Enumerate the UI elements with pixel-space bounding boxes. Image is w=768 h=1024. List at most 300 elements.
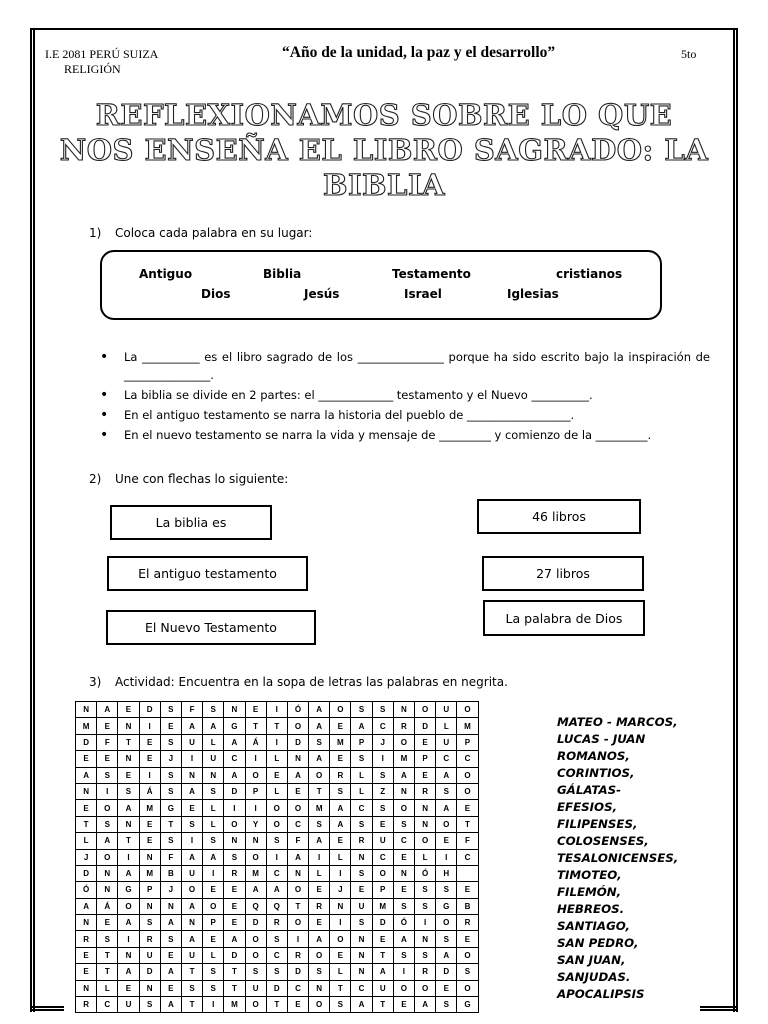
grid-letter[interactable]: T bbox=[266, 997, 287, 1013]
grid-letter[interactable]: S bbox=[415, 947, 436, 963]
grid-letter[interactable]: N bbox=[330, 898, 351, 914]
grid-letter[interactable]: A bbox=[309, 718, 330, 734]
grid-letter[interactable]: O bbox=[393, 800, 414, 816]
grid-letter[interactable]: I bbox=[266, 702, 287, 718]
grid-letter[interactable]: R bbox=[415, 783, 436, 799]
grid-letter[interactable]: N bbox=[224, 833, 245, 849]
grid-letter[interactable]: O bbox=[266, 816, 287, 832]
grid-letter[interactable]: O bbox=[330, 702, 351, 718]
grid-letter[interactable]: M bbox=[76, 718, 97, 734]
grid-letter[interactable]: Z bbox=[372, 783, 393, 799]
grid-letter[interactable]: N bbox=[393, 865, 414, 881]
grid-letter[interactable]: A bbox=[245, 882, 266, 898]
grid-letter[interactable]: G bbox=[224, 718, 245, 734]
grid-letter[interactable]: N bbox=[139, 898, 160, 914]
grid-letter[interactable]: A bbox=[181, 718, 202, 734]
grid-letter[interactable]: C bbox=[224, 751, 245, 767]
grid-letter[interactable]: G bbox=[436, 898, 457, 914]
grid-letter[interactable]: E bbox=[139, 816, 160, 832]
grid-letter[interactable]: A bbox=[160, 915, 181, 931]
grid-letter[interactable]: L bbox=[351, 767, 372, 783]
grid-letter[interactable]: Á bbox=[97, 898, 118, 914]
grid-letter[interactable]: E bbox=[436, 980, 457, 996]
grid-letter[interactable]: A bbox=[76, 898, 97, 914]
grid-letter[interactable]: J bbox=[160, 751, 181, 767]
grid-letter[interactable]: S bbox=[266, 964, 287, 980]
grid-letter[interactable]: R bbox=[76, 997, 97, 1013]
grid-letter[interactable]: L bbox=[436, 718, 457, 734]
grid-letter[interactable]: U bbox=[181, 865, 202, 881]
grid-letter[interactable]: O bbox=[309, 947, 330, 963]
grid-letter[interactable]: D bbox=[287, 964, 308, 980]
match-left-item[interactable]: El antiguo testamento bbox=[107, 556, 308, 591]
grid-letter[interactable]: I bbox=[266, 734, 287, 750]
grid-letter[interactable]: O bbox=[309, 767, 330, 783]
grid-letter[interactable]: T bbox=[372, 947, 393, 963]
grid-letter[interactable]: S bbox=[160, 734, 181, 750]
grid-letter[interactable]: M bbox=[139, 800, 160, 816]
grid-letter[interactable]: L bbox=[330, 964, 351, 980]
grid-letter[interactable]: N bbox=[97, 865, 118, 881]
grid-letter[interactable]: I bbox=[436, 849, 457, 865]
grid-letter[interactable]: C bbox=[372, 849, 393, 865]
grid-letter[interactable]: E bbox=[330, 718, 351, 734]
grid-letter[interactable]: T bbox=[181, 997, 202, 1013]
grid-letter[interactable]: A bbox=[287, 767, 308, 783]
grid-letter[interactable]: C bbox=[266, 865, 287, 881]
grid-letter[interactable]: O bbox=[415, 702, 436, 718]
grid-letter[interactable]: E bbox=[160, 718, 181, 734]
grid-letter[interactable]: N bbox=[224, 702, 245, 718]
grid-letter[interactable]: E bbox=[287, 997, 308, 1013]
grid-letter[interactable]: A bbox=[181, 783, 202, 799]
grid-letter[interactable]: C bbox=[436, 751, 457, 767]
grid-letter[interactable]: D bbox=[224, 783, 245, 799]
grid-letter[interactable]: G bbox=[118, 882, 139, 898]
grid-letter[interactable]: N bbox=[351, 849, 372, 865]
grid-letter[interactable]: A bbox=[118, 800, 139, 816]
grid-letter[interactable]: E bbox=[266, 767, 287, 783]
grid-letter[interactable]: O bbox=[287, 915, 308, 931]
grid-letter[interactable]: E bbox=[436, 833, 457, 849]
grid-letter[interactable]: O bbox=[372, 865, 393, 881]
grid-letter[interactable]: L bbox=[203, 800, 224, 816]
grid-letter[interactable]: O bbox=[97, 800, 118, 816]
grid-letter[interactable]: F bbox=[457, 833, 478, 849]
grid-letter[interactable]: C bbox=[457, 849, 478, 865]
grid-letter[interactable]: S bbox=[118, 783, 139, 799]
grid-letter[interactable]: O bbox=[457, 947, 478, 963]
grid-letter[interactable]: A bbox=[372, 964, 393, 980]
grid-letter[interactable]: C bbox=[97, 997, 118, 1013]
grid-letter[interactable]: E bbox=[287, 783, 308, 799]
grid-letter[interactable]: A bbox=[224, 767, 245, 783]
grid-letter[interactable]: O bbox=[457, 783, 478, 799]
grid-letter[interactable]: S bbox=[415, 882, 436, 898]
grid-letter[interactable]: N bbox=[118, 751, 139, 767]
grid-letter[interactable]: M bbox=[330, 734, 351, 750]
grid-letter[interactable]: R bbox=[457, 915, 478, 931]
grid-letter[interactable]: S bbox=[309, 964, 330, 980]
grid-letter[interactable]: T bbox=[287, 898, 308, 914]
grid-letter[interactable]: A bbox=[309, 751, 330, 767]
grid-letter[interactable]: I bbox=[372, 751, 393, 767]
grid-letter[interactable]: E bbox=[245, 702, 266, 718]
grid-letter[interactable]: I bbox=[181, 833, 202, 849]
grid-letter[interactable]: A bbox=[436, 947, 457, 963]
grid-letter[interactable]: T bbox=[245, 718, 266, 734]
grid-letter[interactable]: N bbox=[415, 816, 436, 832]
grid-letter[interactable]: S bbox=[139, 915, 160, 931]
grid-letter[interactable]: O bbox=[393, 980, 414, 996]
grid-letter[interactable]: O bbox=[436, 915, 457, 931]
grid-letter[interactable]: E bbox=[224, 898, 245, 914]
grid-letter[interactable]: L bbox=[330, 849, 351, 865]
grid-letter[interactable]: U bbox=[372, 833, 393, 849]
grid-letter[interactable]: O bbox=[245, 849, 266, 865]
grid-letter[interactable]: N bbox=[393, 702, 414, 718]
grid-letter[interactable]: S bbox=[330, 997, 351, 1013]
grid-letter[interactable]: O bbox=[457, 702, 478, 718]
grid-letter[interactable]: C bbox=[351, 800, 372, 816]
grid-letter[interactable]: I bbox=[118, 931, 139, 947]
grid-letter[interactable]: S bbox=[309, 734, 330, 750]
match-right-item[interactable]: 27 libros bbox=[482, 556, 644, 591]
grid-letter[interactable]: T bbox=[330, 980, 351, 996]
grid-letter[interactable]: S bbox=[436, 783, 457, 799]
grid-letter[interactable]: L bbox=[266, 751, 287, 767]
grid-letter[interactable]: B bbox=[160, 865, 181, 881]
grid-letter[interactable]: N bbox=[76, 783, 97, 799]
grid-letter[interactable]: E bbox=[118, 702, 139, 718]
grid-letter[interactable]: I bbox=[181, 751, 202, 767]
grid-letter[interactable]: A bbox=[181, 849, 202, 865]
grid-letter[interactable]: E bbox=[393, 849, 414, 865]
grid-letter[interactable]: R bbox=[266, 915, 287, 931]
match-left-item[interactable]: El Nuevo Testamento bbox=[106, 610, 316, 645]
grid-letter[interactable]: O bbox=[245, 997, 266, 1013]
grid-letter[interactable]: M bbox=[457, 718, 478, 734]
grid-letter[interactable]: M bbox=[393, 751, 414, 767]
grid-letter[interactable]: R bbox=[224, 865, 245, 881]
grid-letter[interactable]: T bbox=[76, 816, 97, 832]
grid-letter[interactable]: E bbox=[139, 734, 160, 750]
grid-letter[interactable]: A bbox=[351, 997, 372, 1013]
grid-letter[interactable]: R bbox=[415, 964, 436, 980]
grid-letter[interactable]: T bbox=[266, 718, 287, 734]
grid-letter[interactable]: D bbox=[415, 718, 436, 734]
grid-letter[interactable]: E bbox=[351, 882, 372, 898]
grid-letter[interactable]: S bbox=[97, 931, 118, 947]
grid-letter[interactable]: E bbox=[76, 751, 97, 767]
grid-letter[interactable]: N bbox=[97, 882, 118, 898]
grid-letter[interactable]: L bbox=[266, 783, 287, 799]
grid-letter[interactable]: A bbox=[330, 800, 351, 816]
grid-letter[interactable]: S bbox=[393, 947, 414, 963]
grid-letter[interactable]: E bbox=[203, 882, 224, 898]
grid-letter[interactable]: Ó bbox=[393, 915, 414, 931]
match-right-item[interactable]: 46 libros bbox=[477, 499, 641, 534]
grid-letter[interactable]: O bbox=[245, 947, 266, 963]
grid-letter[interactable]: O bbox=[457, 767, 478, 783]
grid-letter[interactable]: D bbox=[139, 964, 160, 980]
grid-letter[interactable]: A bbox=[118, 964, 139, 980]
grid-letter[interactable]: A bbox=[97, 702, 118, 718]
grid-letter[interactable]: Ó bbox=[76, 882, 97, 898]
grid-letter[interactable]: S bbox=[160, 931, 181, 947]
grid-letter[interactable]: J bbox=[76, 849, 97, 865]
grid-letter[interactable]: E bbox=[181, 800, 202, 816]
grid-letter[interactable]: I bbox=[266, 849, 287, 865]
grid-letter[interactable]: A bbox=[181, 898, 202, 914]
grid-letter[interactable]: O bbox=[97, 849, 118, 865]
grid-letter[interactable]: N bbox=[118, 816, 139, 832]
grid-letter[interactable]: L bbox=[415, 849, 436, 865]
grid-letter[interactable]: N bbox=[287, 751, 308, 767]
grid-letter[interactable]: T bbox=[118, 833, 139, 849]
grid-letter[interactable]: S bbox=[351, 915, 372, 931]
grid-letter[interactable]: L bbox=[76, 833, 97, 849]
grid-letter[interactable]: N bbox=[393, 783, 414, 799]
grid-letter[interactable]: N bbox=[118, 947, 139, 963]
grid-letter[interactable]: E bbox=[76, 800, 97, 816]
grid-letter[interactable]: S bbox=[266, 833, 287, 849]
grid-letter[interactable]: N bbox=[287, 865, 308, 881]
grid-letter[interactable]: R bbox=[139, 931, 160, 947]
grid-letter[interactable]: N bbox=[415, 800, 436, 816]
grid-letter[interactable]: P bbox=[139, 882, 160, 898]
grid-letter[interactable]: N bbox=[139, 980, 160, 996]
grid-letter[interactable]: P bbox=[415, 751, 436, 767]
grid-letter[interactable]: A bbox=[287, 849, 308, 865]
grid-letter[interactable]: C bbox=[351, 980, 372, 996]
grid-letter[interactable]: O bbox=[266, 800, 287, 816]
grid-letter[interactable]: N bbox=[76, 915, 97, 931]
grid-letter[interactable]: E bbox=[97, 751, 118, 767]
grid-letter[interactable]: T bbox=[160, 816, 181, 832]
grid-letter[interactable]: N bbox=[351, 947, 372, 963]
grid-letter[interactable]: T bbox=[457, 816, 478, 832]
grid-letter[interactable]: M bbox=[245, 865, 266, 881]
grid-letter[interactable]: R bbox=[351, 833, 372, 849]
grid-letter[interactable]: M bbox=[139, 865, 160, 881]
grid-letter[interactable]: S bbox=[372, 702, 393, 718]
grid-letter[interactable]: A bbox=[203, 718, 224, 734]
grid-letter[interactable]: P bbox=[245, 783, 266, 799]
grid-letter[interactable]: D bbox=[224, 947, 245, 963]
grid-letter[interactable]: O bbox=[436, 816, 457, 832]
grid-letter[interactable]: A bbox=[76, 767, 97, 783]
grid-letter[interactable]: C bbox=[393, 833, 414, 849]
grid-letter[interactable]: S bbox=[351, 865, 372, 881]
grid-letter[interactable]: S bbox=[351, 702, 372, 718]
grid-letter[interactable]: C bbox=[372, 718, 393, 734]
grid-letter[interactable]: M bbox=[224, 997, 245, 1013]
grid-letter[interactable]: T bbox=[181, 964, 202, 980]
grid-letter[interactable]: O bbox=[309, 997, 330, 1013]
grid-letter[interactable]: A bbox=[436, 800, 457, 816]
grid-letter[interactable]: E bbox=[224, 882, 245, 898]
grid-letter[interactable]: S bbox=[393, 898, 414, 914]
grid-letter[interactable]: U bbox=[181, 734, 202, 750]
grid-letter[interactable]: E bbox=[372, 931, 393, 947]
grid-letter[interactable]: E bbox=[76, 947, 97, 963]
grid-letter[interactable]: U bbox=[372, 980, 393, 996]
grid-letter[interactable]: L bbox=[97, 980, 118, 996]
grid-letter[interactable]: E bbox=[330, 947, 351, 963]
grid-letter[interactable]: C bbox=[287, 816, 308, 832]
grid-letter[interactable]: U bbox=[181, 947, 202, 963]
grid-letter[interactable]: S bbox=[436, 931, 457, 947]
grid-letter[interactable]: N bbox=[351, 964, 372, 980]
grid-letter[interactable]: R bbox=[309, 898, 330, 914]
grid-letter[interactable]: A bbox=[160, 964, 181, 980]
grid-letter[interactable]: E bbox=[372, 816, 393, 832]
grid-letter[interactable]: S bbox=[415, 898, 436, 914]
grid-letter[interactable]: T bbox=[97, 964, 118, 980]
grid-letter[interactable]: C bbox=[287, 980, 308, 996]
grid-letter[interactable]: A bbox=[203, 849, 224, 865]
grid-letter[interactable]: A bbox=[415, 997, 436, 1013]
grid-letter[interactable]: I bbox=[330, 915, 351, 931]
grid-letter[interactable]: S bbox=[97, 767, 118, 783]
grid-letter[interactable]: A bbox=[309, 931, 330, 947]
grid-letter[interactable]: S bbox=[160, 702, 181, 718]
grid-letter[interactable]: S bbox=[393, 816, 414, 832]
grid-letter[interactable]: A bbox=[224, 734, 245, 750]
grid-letter[interactable]: H bbox=[436, 865, 457, 881]
grid-letter[interactable]: E bbox=[393, 997, 414, 1013]
grid-letter[interactable]: A bbox=[351, 718, 372, 734]
grid-letter[interactable]: E bbox=[330, 751, 351, 767]
grid-letter[interactable]: L bbox=[351, 783, 372, 799]
grid-letter[interactable]: F bbox=[287, 833, 308, 849]
grid-letter[interactable]: F bbox=[97, 734, 118, 750]
grid-letter[interactable]: J bbox=[372, 734, 393, 750]
grid-letter[interactable]: E bbox=[457, 931, 478, 947]
grid-letter[interactable]: D bbox=[266, 980, 287, 996]
grid-letter[interactable]: G bbox=[457, 997, 478, 1013]
grid-letter[interactable]: S bbox=[139, 997, 160, 1013]
grid-letter[interactable]: A bbox=[393, 931, 414, 947]
grid-letter[interactable]: F bbox=[181, 702, 202, 718]
grid-letter[interactable]: S bbox=[309, 816, 330, 832]
grid-letter[interactable]: T bbox=[118, 734, 139, 750]
grid-letter[interactable]: P bbox=[372, 882, 393, 898]
grid-letter[interactable]: E bbox=[203, 931, 224, 947]
word-search-grid[interactable] bbox=[75, 701, 479, 1013]
grid-letter[interactable]: N bbox=[118, 718, 139, 734]
grid-letter[interactable]: R bbox=[287, 947, 308, 963]
grid-letter[interactable]: O bbox=[393, 734, 414, 750]
grid-letter[interactable]: A bbox=[118, 915, 139, 931]
grid-letter[interactable]: N bbox=[139, 849, 160, 865]
grid-letter[interactable]: I bbox=[118, 849, 139, 865]
grid-letter[interactable]: E bbox=[224, 915, 245, 931]
grid-letter[interactable]: R bbox=[393, 718, 414, 734]
grid-letter[interactable]: N bbox=[76, 702, 97, 718]
grid-letter[interactable]: S bbox=[160, 767, 181, 783]
grid-letter[interactable]: N bbox=[245, 833, 266, 849]
grid-letter[interactable]: S bbox=[457, 964, 478, 980]
grid-letter[interactable]: E bbox=[309, 882, 330, 898]
grid-letter[interactable]: U bbox=[351, 898, 372, 914]
grid-letter[interactable]: N bbox=[351, 931, 372, 947]
grid-letter[interactable]: S bbox=[436, 997, 457, 1013]
grid-letter[interactable]: I bbox=[203, 997, 224, 1013]
grid-letter[interactable]: S bbox=[436, 882, 457, 898]
grid-letter[interactable]: E bbox=[160, 947, 181, 963]
grid-letter[interactable]: G bbox=[160, 800, 181, 816]
grid-letter[interactable]: O bbox=[287, 718, 308, 734]
grid-letter[interactable]: U bbox=[436, 734, 457, 750]
grid-letter[interactable]: U bbox=[139, 947, 160, 963]
grid-letter[interactable]: L bbox=[309, 865, 330, 881]
grid-letter[interactable]: E bbox=[457, 882, 478, 898]
grid-letter[interactable]: S bbox=[160, 833, 181, 849]
grid-letter[interactable]: I bbox=[139, 767, 160, 783]
grid-letter[interactable]: Q bbox=[245, 898, 266, 914]
grid-letter[interactable]: L bbox=[203, 734, 224, 750]
grid-letter[interactable]: N bbox=[309, 980, 330, 996]
grid-letter[interactable]: P bbox=[351, 734, 372, 750]
grid-letter[interactable]: F bbox=[160, 849, 181, 865]
grid-letter[interactable]: I bbox=[245, 751, 266, 767]
grid-letter[interactable]: A bbox=[118, 865, 139, 881]
grid-letter[interactable]: L bbox=[203, 816, 224, 832]
grid-letter[interactable]: S bbox=[330, 783, 351, 799]
grid-letter[interactable]: A bbox=[309, 702, 330, 718]
grid-letter[interactable]: A bbox=[330, 816, 351, 832]
match-right-item[interactable]: La palabra de Dios bbox=[483, 600, 645, 636]
grid-letter[interactable]: Ó bbox=[415, 865, 436, 881]
grid-letter[interactable]: A bbox=[309, 833, 330, 849]
grid-letter[interactable]: I bbox=[245, 800, 266, 816]
grid-letter[interactable]: E bbox=[415, 734, 436, 750]
grid-letter[interactable]: C bbox=[266, 947, 287, 963]
grid-letter[interactable]: I bbox=[287, 931, 308, 947]
grid-letter[interactable]: A bbox=[97, 833, 118, 849]
grid-letter[interactable]: D bbox=[245, 915, 266, 931]
grid-letter[interactable]: I bbox=[309, 849, 330, 865]
grid-letter[interactable]: D bbox=[372, 915, 393, 931]
grid-letter[interactable]: S bbox=[97, 816, 118, 832]
grid-letter[interactable]: D bbox=[436, 964, 457, 980]
grid-letter[interactable]: N bbox=[181, 915, 202, 931]
grid-letter[interactable]: A bbox=[160, 997, 181, 1013]
grid-letter[interactable]: D bbox=[76, 865, 97, 881]
grid-letter[interactable]: T bbox=[372, 997, 393, 1013]
grid-letter[interactable]: S bbox=[351, 751, 372, 767]
grid-letter[interactable]: O bbox=[181, 882, 202, 898]
grid-letter[interactable]: P bbox=[457, 734, 478, 750]
grid-letter[interactable]: E bbox=[139, 833, 160, 849]
grid-letter[interactable]: O bbox=[224, 816, 245, 832]
grid-letter[interactable]: E bbox=[393, 882, 414, 898]
grid-letter[interactable]: O bbox=[245, 767, 266, 783]
grid-letter[interactable]: S bbox=[203, 980, 224, 996]
grid-letter[interactable]: I bbox=[139, 718, 160, 734]
grid-letter[interactable]: S bbox=[203, 964, 224, 980]
grid-letter[interactable]: R bbox=[330, 767, 351, 783]
grid-letter[interactable]: I bbox=[415, 915, 436, 931]
grid-letter[interactable]: D bbox=[139, 702, 160, 718]
grid-letter[interactable]: T bbox=[97, 947, 118, 963]
grid-letter[interactable]: A bbox=[436, 767, 457, 783]
grid-letter[interactable]: J bbox=[160, 882, 181, 898]
grid-letter[interactable]: J bbox=[330, 882, 351, 898]
grid-letter[interactable]: S bbox=[181, 816, 202, 832]
